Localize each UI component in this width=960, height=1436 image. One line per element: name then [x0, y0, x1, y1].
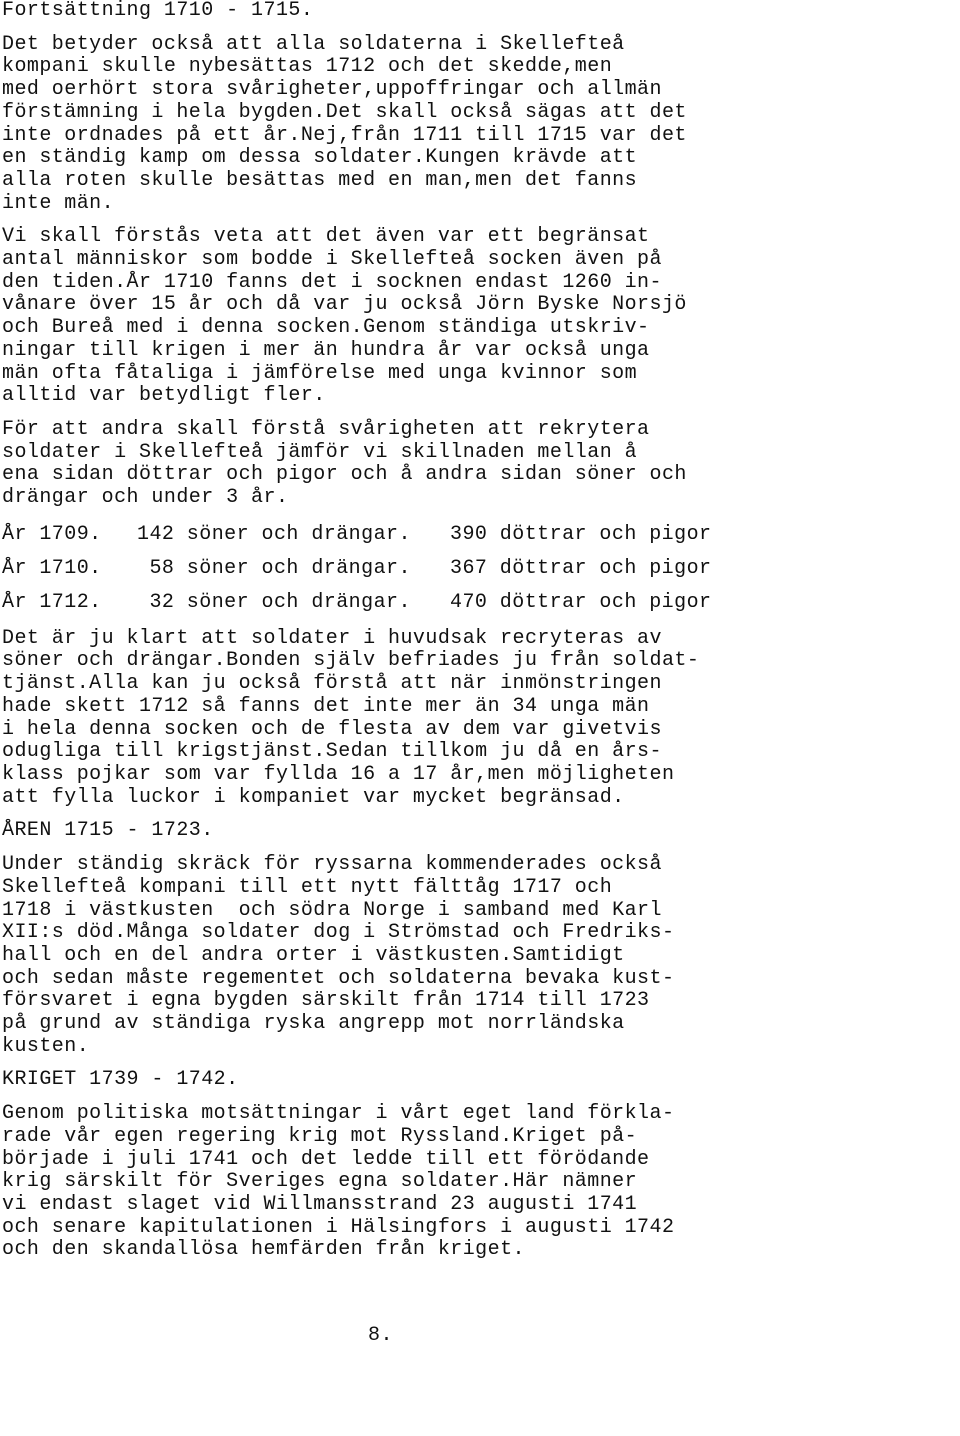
- text-line: på grund av ständiga ryska angrepp mot norrländska: [2, 1012, 625, 1036]
- page-number: 8.: [368, 1324, 393, 1347]
- text-before-stats: [2, 0, 952, 518]
- text-line: krig särskilt för Sveriges egna soldater.Här nämner: [2, 1170, 638, 1194]
- statistics-row: [2, 586, 952, 620]
- text-line: och Bureå med i denna socken.Genom ständiga utskriv-: [2, 316, 650, 340]
- sons-cell: 58 söner och drängar.: [137, 556, 411, 580]
- text-line: hade skett 1712 så fanns det inte mer än 34 unga män: [2, 694, 650, 718]
- text-line: klass pojkar som var fyllda 16 a 17 år,men möjligheten: [2, 762, 675, 786]
- text-line: ÅREN 1715 - 1723.: [2, 819, 214, 843]
- text-line: ena sidan döttrar och pigor och å andra sidan söner och: [2, 463, 687, 487]
- text-line: 1718 i västkusten och södra Norge i samband med Karl: [2, 898, 662, 922]
- text-after-stats: [2, 620, 952, 1262]
- section-heading: [2, 0, 952, 23]
- text-line: hall och en del andra orter i västkusten.Samtidigt: [2, 943, 625, 967]
- text-line: vånare över 15 år och då var ju också Jörn Byske Norsjö: [2, 293, 687, 317]
- text-line: odugliga till krigstjänst.Sedan tillkom ju då en års-: [2, 740, 662, 764]
- text-line: söner och drängar.Bonden själv befriades ju från soldat-: [2, 649, 700, 673]
- text-line: började i juli 1741 och det ledde till ett förödande: [2, 1147, 650, 1171]
- text-line: Skellefteå kompani till ett nytt fälttåg 1717 och: [2, 875, 613, 899]
- paragraph: [2, 628, 952, 810]
- text-line: drängar och under 3 år.: [2, 486, 289, 510]
- text-line: och senare kapitulationen i Hälsingfors i augusti 1742: [2, 1215, 675, 1239]
- section-heading: [2, 1069, 952, 1092]
- text-line: alla roten skulle besättas med en man,men det fanns: [2, 168, 638, 192]
- text-line: Det betyder också att alla soldaterna i Skellefteå: [2, 32, 625, 56]
- paragraph: [2, 226, 952, 408]
- text-line: kompani skulle nybesättas 1712 och det skedde,men: [2, 55, 613, 79]
- text-line: inte män.: [2, 191, 115, 215]
- paragraph: [2, 419, 952, 510]
- text-line: För att andra skall förstå svårigheten att rekrytera: [2, 417, 650, 441]
- paragraph: [2, 854, 952, 1058]
- daughters-cell: 367 döttrar och pigor: [450, 556, 712, 580]
- text-line: ningar till krigen i mer än hundra år var också unga: [2, 338, 650, 362]
- text-line: soldater i Skellefteå jämför vi skillnaden mellan å: [2, 440, 638, 464]
- statistics-table: [2, 518, 952, 620]
- paragraph-gap: [2, 510, 952, 518]
- text-line: Vi skall förstås veta att det även var ett begränsat: [2, 225, 650, 249]
- text-line: inte ordnades på ett år.Nej,från 1711 till 1715 var det: [2, 123, 687, 147]
- text-line: Det är ju klart att soldater i huvudsak recryteras av: [2, 626, 662, 650]
- section-heading: [2, 820, 952, 843]
- document-page: [2, 0, 952, 1262]
- text-line: KRIGET 1739 - 1742.: [2, 1068, 239, 1092]
- daughters-cell: 470 döttrar och pigor: [450, 590, 712, 614]
- text-line: rade vår egen regering krig mot Ryssland.Kriget på-: [2, 1124, 638, 1148]
- text-line: tjänst.Alla kan ju också förstå att när inmönstringen: [2, 672, 662, 696]
- text-line: Fortsättning 1710 - 1715.: [2, 0, 314, 22]
- sons-cell: 32 söner och drängar.: [137, 590, 411, 614]
- text-line: och sedan måste regementet och soldaterna bevaka kust-: [2, 966, 675, 990]
- daughters-cell: 390 döttrar och pigor: [450, 522, 712, 546]
- text-line: och den skandallösa hemfärden från kriget.: [2, 1238, 525, 1262]
- text-line: den tiden.År 1710 fanns det i socknen endast 1260 in-: [2, 270, 662, 294]
- text-line: antal människor som bodde i Skellefteå socken även på: [2, 248, 662, 272]
- paragraph: [2, 1103, 952, 1262]
- text-line: Genom politiska motsättningar i vårt eget land förkla-: [2, 1102, 675, 1126]
- statistics-row: [2, 552, 952, 586]
- text-line: i hela denna socken och de flesta av dem var givetvis: [2, 717, 662, 741]
- paragraph: [2, 34, 952, 216]
- text-line: att fylla luckor i kompaniet var mycket begränsad.: [2, 785, 625, 809]
- text-line: en ständig kamp om dessa soldater.Kungen krävde att: [2, 146, 638, 170]
- text-line: kusten.: [2, 1034, 90, 1058]
- year-cell: År 1712.: [2, 590, 102, 614]
- year-cell: År 1710.: [2, 556, 102, 580]
- text-line: män ofta fåtaliga i jämförelse med unga kvinnor som: [2, 361, 638, 385]
- text-line: förstämning i hela bygden.Det skall också sägas att det: [2, 100, 687, 124]
- text-line: vi endast slaget vid Willmansstrand 23 augusti 1741: [2, 1192, 638, 1216]
- text-line: försvaret i egna bygden särskilt från 1714 till 1723: [2, 989, 650, 1013]
- text-line: XII:s död.Många soldater dog i Strömstad och Fredriks-: [2, 921, 675, 945]
- text-line: med oerhört stora svårigheter,uppoffringar och allmän: [2, 78, 662, 102]
- year-cell: År 1709.: [2, 522, 102, 546]
- text-line: alltid var betydligt fler.: [2, 384, 326, 408]
- text-line: Under ständig skräck för ryssarna kommenderades också: [2, 853, 662, 877]
- sons-cell: 142 söner och drängar.: [137, 522, 411, 546]
- statistics-row: [2, 518, 952, 552]
